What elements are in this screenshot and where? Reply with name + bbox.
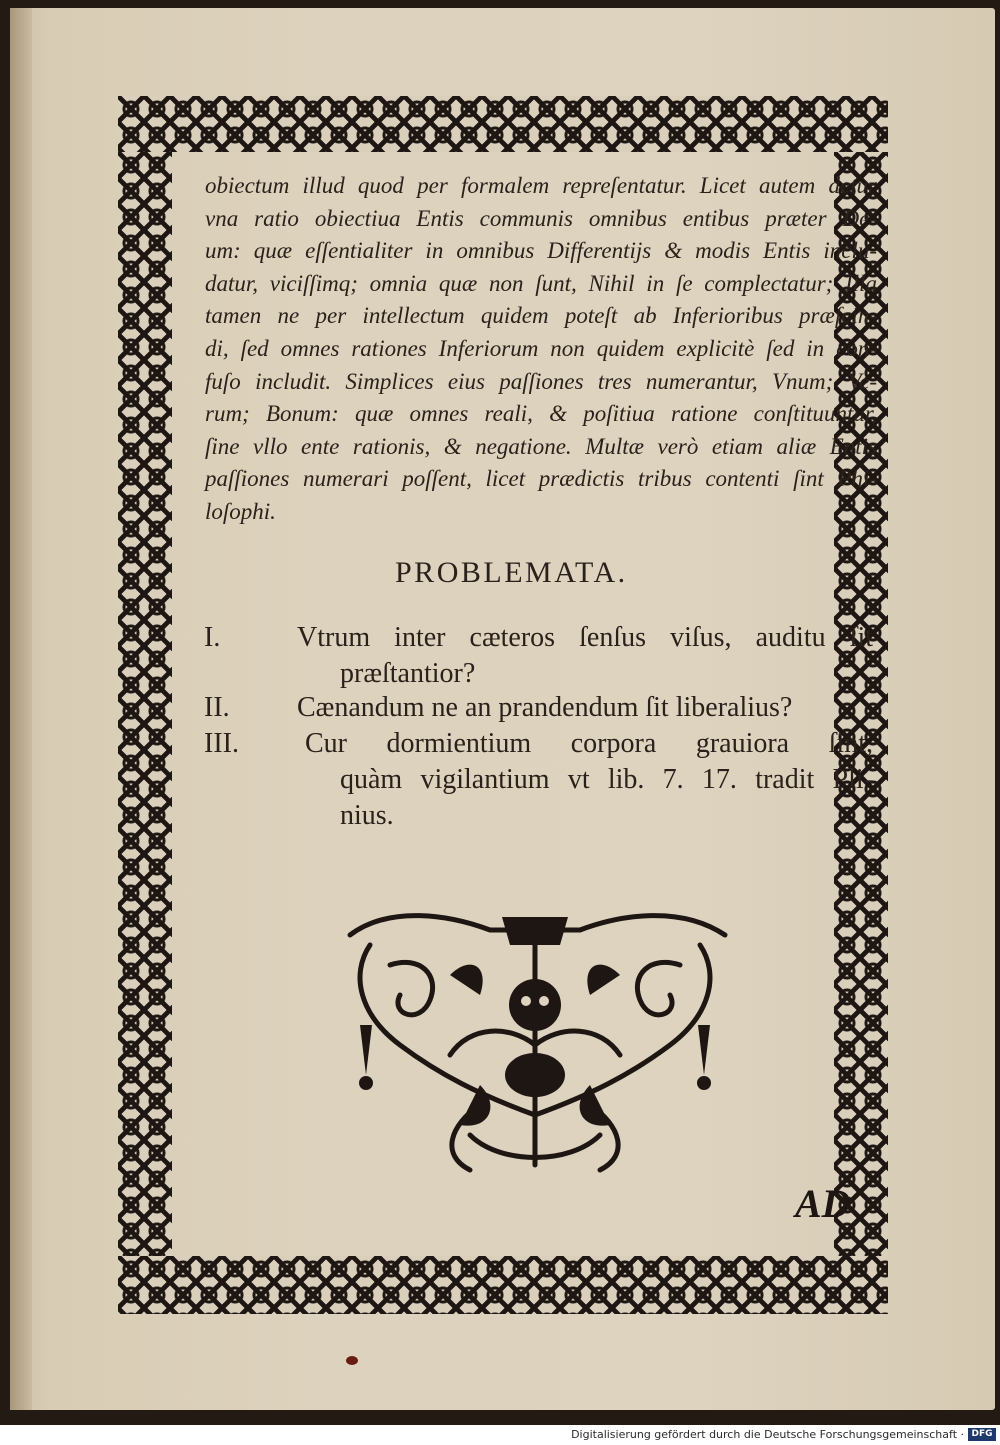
funding-notice: Digitalisierung gefördert durch die Deutsche Forschungsgemeinschaft · <box>571 1428 964 1441</box>
body-line: tamen ne per intellectum quidem poteſt ab Inferioribus præſcin- <box>205 303 877 329</box>
problem-text: Vtrum inter cæteros ſenſus viſus, auditu ſit <box>297 622 873 653</box>
body-line: paſſiones numerari poſſent, licet prædictis tribus contenti ſint Phi- <box>205 466 877 492</box>
body-line: rum; Bonum: quæ omnes reali, & poſitiua ratione conſtituuntur, <box>205 401 877 427</box>
problem-text: Cænandum ne an prandendum ſit liberalius? <box>297 692 793 723</box>
problem-text: præſtantior? <box>340 658 476 689</box>
problem-number: II. <box>204 692 230 723</box>
body-line: ſine vllo ente rationis, & negatione. Multæ verò etiam aliæ Entis <box>205 433 877 459</box>
problem-number: I. <box>204 622 221 653</box>
woodcut-vignette-icon <box>330 905 740 1185</box>
body-line: di, ſed omnes rationes Inferiorum non quidem explicitè ſed in con- <box>205 335 877 361</box>
border-top <box>118 96 888 152</box>
body-line: fuſo includit. Simplices eius paſſiones tres numerantur, Vnum; Ve- <box>205 368 877 394</box>
problem-text: nius. <box>340 800 394 831</box>
body-line: obiectum illud quod per formalem repreſentatur. Licet autem detur <box>205 173 877 198</box>
body-paragraph <box>205 170 877 529</box>
border-left <box>118 152 172 1256</box>
page-gutter <box>10 8 32 1410</box>
section-heading: PROBLEMATA. <box>395 556 628 589</box>
body-line: loſophi. <box>205 498 276 524</box>
body-line: um: quæ eſſentialiter in omnibus Differentijs & modis Entis inclu- <box>205 238 877 264</box>
body-line: vna ratio obiectiua Entis communis omnibus entibus præter De- <box>205 205 877 231</box>
catchword: AD <box>795 1181 851 1226</box>
dfg-logo-icon: DFG <box>968 1428 996 1441</box>
body-line: datur, viciſſimq; omnia quæ non ſunt, Nihil in ſe complectatur; Illa <box>205 270 877 296</box>
wax-mark <box>346 1356 358 1365</box>
problem-text: quàm vigilantium vt lib. 7. 17. tradit Pli- <box>340 764 873 795</box>
problem-number: III. <box>204 728 239 759</box>
problem-text: Cur dormientium corpora grauiora ſint, <box>305 728 873 759</box>
border-bottom <box>118 1256 888 1314</box>
